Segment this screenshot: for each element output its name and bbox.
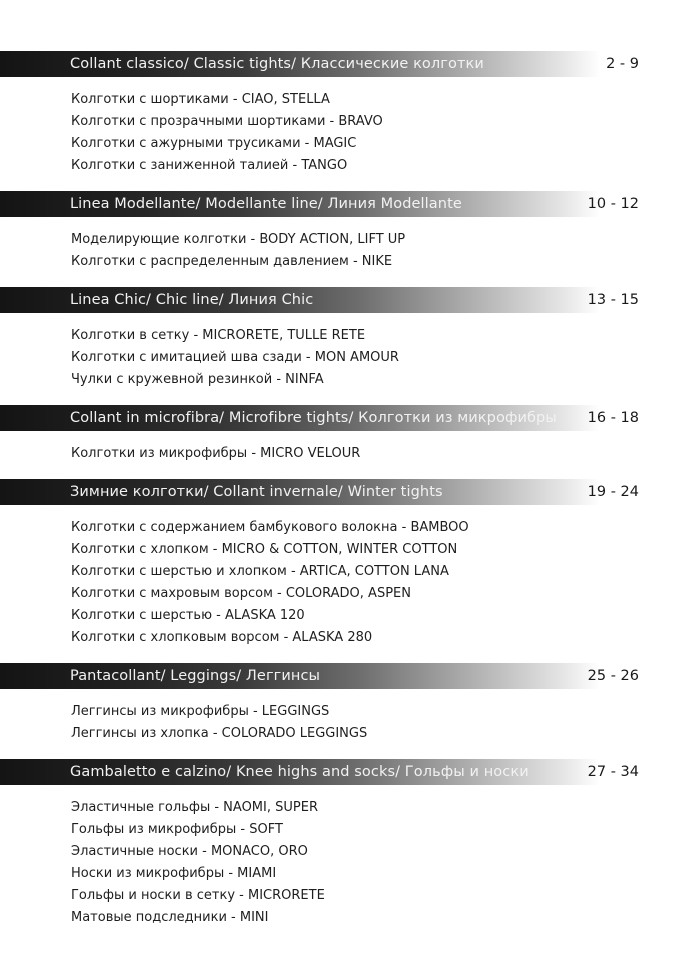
- list-item: Гольфы из микрофибры - SOFT: [71, 822, 283, 837]
- list-item: Колготки с шерстью - ALASKA 120: [71, 608, 305, 623]
- section-title: Collant classico/ Classic tights/ Классические колготки: [70, 56, 484, 72]
- list-item: Колготки с имитацией шва сзади - MON AMOUR: [71, 350, 399, 365]
- list-item: Эластичные носки - MONACO, ORO: [71, 844, 308, 859]
- list-item: Матовые подследники - MINI: [71, 910, 269, 925]
- section-title: Collant in microfibra/ Microfibre tights/ Колготки из микрофибры: [70, 410, 557, 426]
- list-item: Колготки из микрофибры - MICRO VELOUR: [71, 446, 361, 461]
- section-page-range: 2 - 9: [606, 56, 639, 72]
- toc-section-modellante-line: [0, 191, 700, 273]
- section-page-range: 13 - 15: [587, 292, 639, 308]
- section-title: Pantacollant/ Leggings/ Леггинсы: [70, 668, 321, 684]
- list-item: Леггинсы из микрофибры - LEGGINGS: [71, 704, 330, 719]
- section-header: [0, 663, 700, 689]
- list-item: Колготки с заниженной талией - TANGO: [71, 158, 348, 173]
- section-header: [0, 51, 700, 77]
- section-title: Linea Chic/ Chic line/ Линия Chic: [70, 292, 314, 308]
- list-item: Эластичные гольфы - NAOMI, SUPER: [71, 800, 318, 815]
- list-item: Колготки с хлопком - MICRO & COTTON, WINTER COTTON: [71, 542, 458, 557]
- section-header: [0, 287, 700, 313]
- section-header: [0, 191, 700, 217]
- list-item: Моделирующие колготки - BODY ACTION, LIFT UP: [71, 232, 406, 247]
- toc-section-microfibre-tights: [0, 405, 700, 465]
- section-item-list: [0, 701, 700, 745]
- section-item-list: [0, 89, 700, 177]
- list-item: Чулки с кружевной резинкой - NINFA: [71, 372, 324, 387]
- section-title: Зимние колготки/ Collant invernale/ Winter tights: [70, 484, 443, 500]
- toc-section-winter-tights: [0, 479, 700, 649]
- list-item: Колготки с содержанием бамбукового волокна - BAMBOO: [71, 520, 469, 535]
- toc-section-knee-highs-and-socks: [0, 759, 700, 929]
- list-item: Колготки с махровым ворсом - COLORADO, ASPEN: [71, 586, 411, 601]
- toc-section-classic-tights: [0, 51, 700, 177]
- list-item: Гольфы и носки в сетку - MICRORETE: [71, 888, 325, 903]
- list-item: Колготки с прозрачными шортиками - BRAVO: [71, 114, 383, 129]
- section-title: Linea Modellante/ Modellante line/ Линия Modellante: [70, 196, 462, 212]
- section-item-list: [0, 229, 700, 273]
- section-item-list: [0, 443, 700, 465]
- section-page-range: 16 - 18: [587, 410, 639, 426]
- section-header: [0, 405, 700, 431]
- list-item: Колготки с распределенным давлением - NIKE: [71, 254, 393, 269]
- section-item-list: [0, 325, 700, 391]
- section-page-range: 25 - 26: [587, 668, 639, 684]
- section-title: Gambaletto e calzino/ Knee highs and socks/ Гольфы и носки: [70, 764, 529, 780]
- section-item-list: [0, 517, 700, 649]
- section-header: [0, 479, 700, 505]
- section-item-list: [0, 797, 700, 929]
- list-item: Колготки с шерстью и хлопком - ARTICA, COTTON LANA: [71, 564, 449, 579]
- list-item: Носки из микрофибры - MIAMI: [71, 866, 277, 881]
- table-of-contents: [0, 51, 700, 929]
- section-page-range: 27 - 34: [587, 764, 639, 780]
- section-page-range: 10 - 12: [587, 196, 639, 212]
- toc-section-chic-line: [0, 287, 700, 391]
- section-header: [0, 759, 700, 785]
- section-page-range: 19 - 24: [587, 484, 639, 500]
- list-item: Колготки с шортиками - CIAO, STELLA: [71, 92, 330, 107]
- toc-section-leggings: [0, 663, 700, 745]
- list-item: Колготки в сетку - MICRORETE, TULLE RETE: [71, 328, 366, 343]
- list-item: Колготки с хлопковым ворсом - ALASKA 280: [71, 630, 373, 645]
- list-item: Леггинсы из хлопка - COLORADO LEGGINGS: [71, 726, 368, 741]
- list-item: Колготки с ажурными трусиками - MAGIC: [71, 136, 357, 151]
